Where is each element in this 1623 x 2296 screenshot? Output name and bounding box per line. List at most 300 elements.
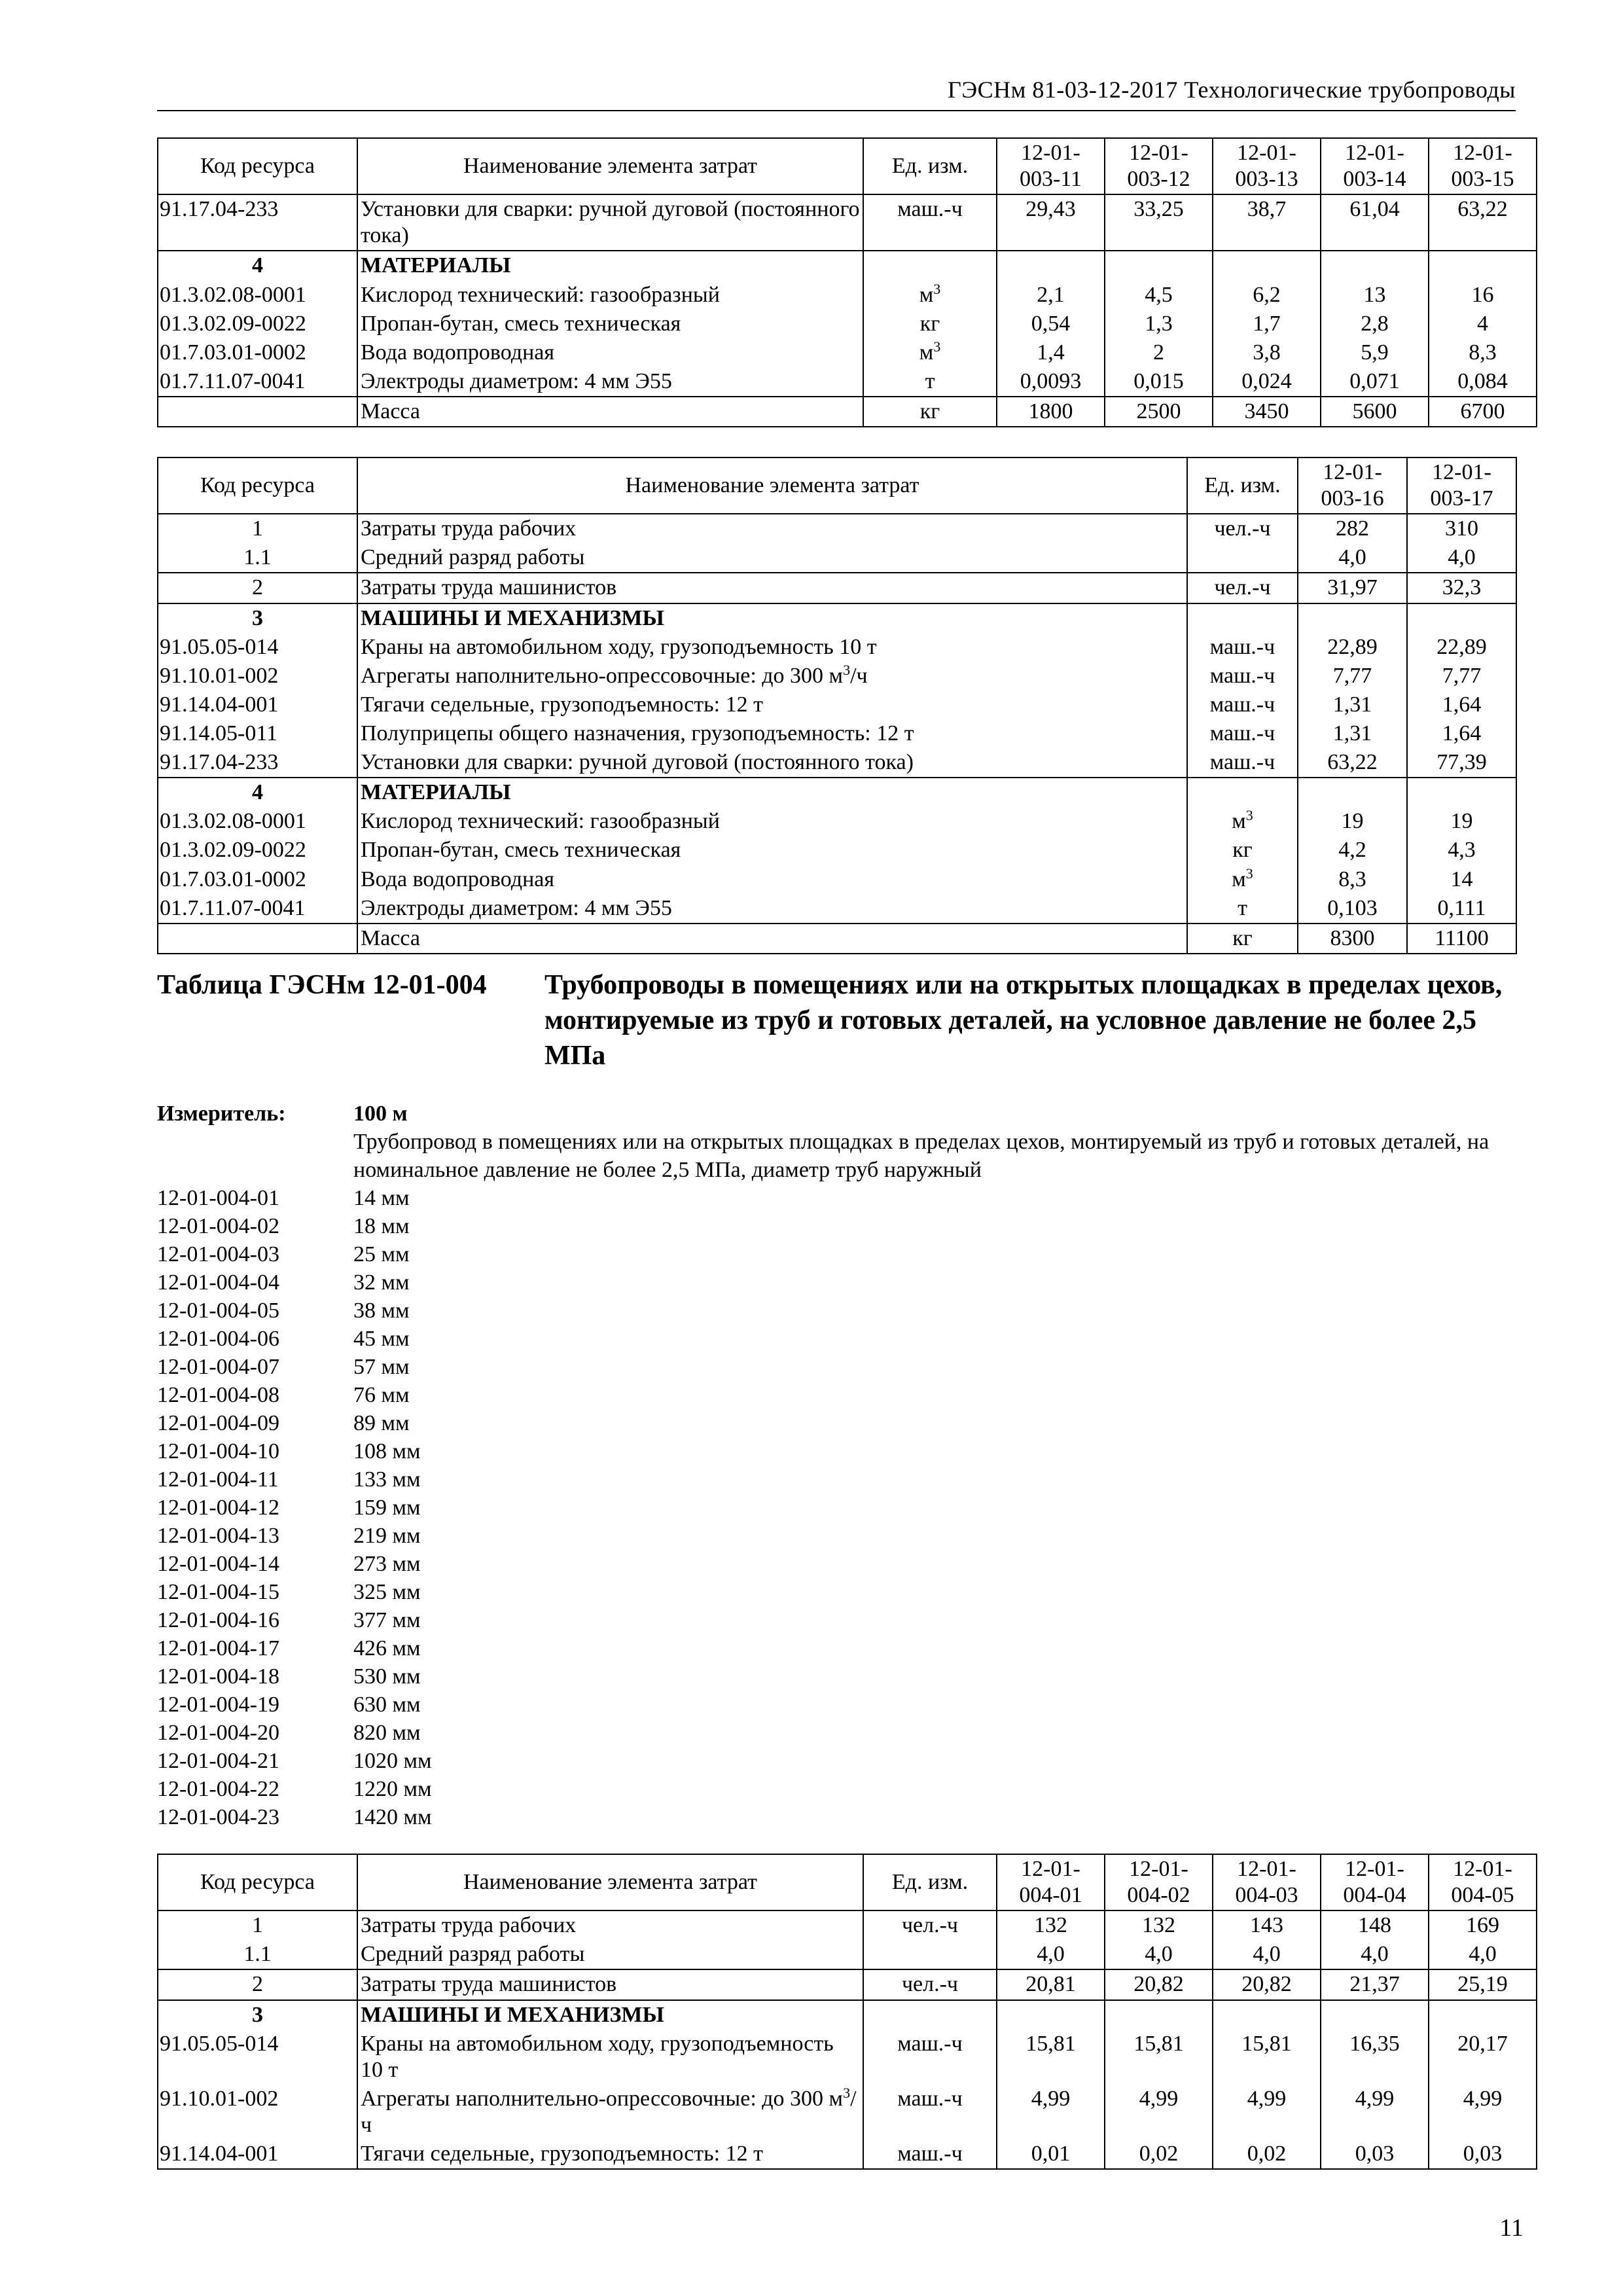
resource-code: 1.1 — [243, 545, 272, 570]
table-row — [158, 1940, 1537, 1969]
unit-cell — [863, 367, 997, 397]
table-row — [158, 691, 1516, 719]
section-row — [158, 603, 1516, 633]
table-row — [158, 573, 1516, 603]
value-cell: 0,03 — [1321, 2140, 1429, 2169]
resource-code-cell — [158, 514, 357, 543]
resource-code-cell — [158, 719, 357, 748]
resource-code-cell — [158, 251, 357, 280]
unit-cell — [863, 251, 997, 280]
meter-item-code: 12-01-004-17 — [157, 1636, 279, 1660]
unit-label: маш.-ч — [897, 2086, 963, 2111]
unit-cell — [1187, 543, 1298, 573]
meter-item-code: 12-01-004-03 — [157, 1242, 279, 1266]
column-header-line: 004-05 — [1451, 1883, 1514, 1908]
column-header-line: 12-01- — [1453, 1857, 1512, 1881]
resource-code: 91.17.04-233 — [160, 750, 279, 775]
resource-table-004-01-05 — [157, 1854, 1537, 2170]
value-cell: 4,0 — [1105, 1940, 1213, 1969]
value-cell: 15,81 — [997, 2030, 1105, 2085]
unit-cell — [863, 1940, 997, 1969]
value-cell: 0,015 — [1105, 367, 1213, 397]
column-header-line: 12-01- — [1021, 141, 1080, 165]
header-row — [158, 138, 1537, 194]
cost-element-name-cell — [357, 691, 1187, 719]
value-cell: 2 — [1105, 338, 1213, 367]
meter-item-code: 12-01-004-16 — [157, 1608, 279, 1632]
value-cell: 14 — [1407, 865, 1516, 894]
resource-code: 01.7.03.01-0002 — [160, 340, 306, 365]
value-cell: 2500 — [1105, 397, 1213, 427]
value-cell: 22,89 — [1407, 633, 1516, 662]
unit-column-header — [1187, 457, 1298, 514]
meter-item-code: 12-01-004-23 — [157, 1805, 279, 1829]
unit-cell — [1187, 573, 1298, 603]
column-header-line: 003-12 — [1127, 167, 1190, 192]
meter-item-code: 12-01-004-05 — [157, 1299, 279, 1323]
table-row — [158, 748, 1516, 778]
value-cell: 4,99 — [1429, 2085, 1537, 2140]
column-header-line: 003-11 — [1019, 167, 1082, 192]
estimate-column-header — [1298, 457, 1407, 514]
resource-code-cell — [158, 778, 357, 807]
cost-element-name: Электроды диаметром: 4 мм Э55 — [361, 368, 672, 393]
cost-element-name-cell — [357, 894, 1187, 924]
cost-element-name-cell — [357, 719, 1187, 748]
cost-element-name-cell — [357, 310, 863, 338]
resource-code-cell — [158, 281, 357, 310]
unit-cell — [863, 2085, 997, 2140]
value-cell: 21,37 — [1321, 1969, 1429, 2000]
meter-item-code: 12-01-004-18 — [157, 1664, 279, 1689]
value-cell: 0,084 — [1429, 367, 1537, 397]
unit-cell — [1187, 807, 1298, 836]
table-row — [158, 2030, 1537, 2085]
resource-code: 91.17.04-233 — [160, 197, 279, 222]
meter-item-value: 76 мм — [353, 1383, 410, 1407]
value-cell: 2,8 — [1321, 310, 1429, 338]
estimate-column-header — [997, 138, 1105, 194]
cost-element-name: Электроды диаметром: 4 мм Э55 — [361, 895, 672, 920]
resource-code: 01.7.11.07-0041 — [160, 895, 306, 920]
meter-item-value: 38 мм — [353, 1299, 410, 1323]
resource-code: 01.7.03.01-0002 — [160, 867, 306, 891]
value-cell: 16,35 — [1321, 2030, 1429, 2085]
value-cell: 1,7 — [1213, 310, 1321, 338]
cost-element-name: Затраты труда рабочих — [361, 516, 577, 541]
code-column-header — [158, 138, 357, 194]
table-row — [158, 281, 1537, 310]
value-cell: 132 — [1105, 1910, 1213, 1940]
resource-code: 01.3.02.09-0022 — [160, 311, 306, 336]
meter-item-value: 133 мм — [353, 1467, 421, 1492]
meter-item-code: 12-01-004-10 — [157, 1439, 279, 1463]
value-cell: 0,02 — [1213, 2140, 1321, 2169]
cost-element-name-cell — [357, 778, 1187, 807]
cost-element-name-cell — [357, 633, 1187, 662]
value-cell: 8,3 — [1429, 338, 1537, 367]
cost-element-name-cell — [357, 1969, 863, 2000]
value-cell: 310 — [1407, 514, 1516, 543]
estimate-column-header — [1429, 1854, 1537, 1910]
column-header-line: 003-13 — [1235, 167, 1298, 192]
table-body — [158, 194, 1537, 427]
estimate-column-header — [1105, 138, 1213, 194]
value-cell: 4,5 — [1105, 281, 1213, 310]
column-header-line: 003-17 — [1430, 486, 1493, 511]
unit-cell — [1187, 691, 1298, 719]
value-cell: 4,3 — [1407, 836, 1516, 865]
unit-cell — [863, 2030, 997, 2085]
meter-item-value: 219 мм — [353, 1524, 421, 1548]
value-cell — [997, 251, 1105, 280]
value-cell: 169 — [1429, 1910, 1537, 1940]
column-header-label: Наименование элемента затрат — [463, 154, 757, 179]
column-header-line: 12-01- — [1021, 1857, 1080, 1881]
value-cell: 11100 — [1407, 924, 1516, 954]
meter-item-code: 12-01-004-06 — [157, 1327, 279, 1351]
cost-element-name: Агрегаты наполнительно-опрессовочные: до 300 м — [361, 2086, 844, 2111]
code-column-header — [158, 1854, 357, 1910]
value-cell: 19 — [1407, 807, 1516, 836]
unit-column-header — [863, 1854, 997, 1910]
cost-element-name-cell — [357, 573, 1187, 603]
unit-cell — [863, 2140, 997, 2169]
value-cell — [1105, 2000, 1213, 2030]
unit-label: т — [925, 368, 935, 393]
meter-item-value: 1220 мм — [353, 1777, 432, 1801]
value-cell: 1,4 — [997, 338, 1105, 367]
estimate-column-header — [997, 1854, 1105, 1910]
cost-element-name-cell — [357, 1910, 863, 1940]
cost-element-name-cell — [357, 367, 863, 397]
section-row — [158, 2000, 1537, 2030]
cost-element-name: Установки для сварки: ручной дуговой (постоянного тока) — [361, 750, 914, 775]
unit-cell — [863, 1910, 997, 1940]
estimate-column-header — [1321, 138, 1429, 194]
resource-code-cell — [158, 543, 357, 573]
table-row — [158, 397, 1537, 427]
cost-element-name: Тягачи седельные, грузоподъемность: 12 т — [361, 692, 763, 717]
value-cell — [1321, 2000, 1429, 2030]
meter-item-value: 14 мм — [353, 1186, 410, 1210]
resource-code-cell — [158, 865, 357, 894]
value-cell: 20,81 — [997, 1969, 1105, 2000]
column-header-label: Наименование элемента затрат — [463, 1870, 757, 1895]
superscript: 3 — [843, 2084, 851, 2101]
column-header-line: 12-01- — [1453, 141, 1512, 165]
table-row — [158, 514, 1516, 543]
unit-label: чел.-ч — [901, 1913, 959, 1938]
resource-code-cell — [158, 748, 357, 778]
column-header-label: Ед. изм. — [891, 154, 969, 179]
cost-element-name-cell — [357, 865, 1187, 894]
cost-element-name-cell — [357, 251, 863, 280]
value-cell: 20,82 — [1105, 1969, 1213, 2000]
cost-element-name: Агрегаты наполнительно-опрессовочные: до 300 м — [361, 663, 844, 688]
code-column-header — [158, 457, 357, 514]
cost-element-name: Краны на автомобильном ходу, грузоподъемность 10 т — [361, 634, 877, 659]
value-cell: 3450 — [1213, 397, 1321, 427]
cost-element-name: Полуприцепы общего назначения, грузоподъемность: 12 т — [361, 721, 914, 745]
value-cell: 6,2 — [1213, 281, 1321, 310]
page-header — [157, 73, 1516, 111]
value-cell: 143 — [1213, 1910, 1321, 1940]
table-body — [158, 514, 1516, 954]
resource-code: 01.3.02.08-0001 — [160, 809, 306, 834]
cost-element-name: Затраты труда машинистов — [361, 1972, 617, 1997]
value-cell: 0,01 — [997, 2140, 1105, 2169]
value-cell: 1,31 — [1298, 719, 1407, 748]
meter-item-code: 12-01-004-15 — [157, 1580, 279, 1604]
resource-code-cell — [158, 310, 357, 338]
meter-item-value: 159 мм — [353, 1496, 421, 1520]
unit-cell — [863, 338, 997, 367]
value-cell: 63,22 — [1298, 748, 1407, 778]
meter-item-value: 426 мм — [353, 1636, 421, 1660]
resource-table-003-16-17 — [157, 457, 1517, 954]
value-cell: 2,1 — [997, 281, 1105, 310]
value-cell: 0,03 — [1429, 2140, 1537, 2169]
meter-item-code: 12-01-004-14 — [157, 1552, 279, 1576]
meter-item-code: 12-01-004-04 — [157, 1270, 279, 1295]
value-cell: 282 — [1298, 514, 1407, 543]
value-cell: 4,99 — [1105, 2085, 1213, 2140]
meter-item-value: 25 мм — [353, 1242, 410, 1266]
meter-item-code: 12-01-004-11 — [157, 1467, 279, 1492]
unit-cell — [1187, 924, 1298, 954]
cost-element-name-tail: /ч — [361, 2086, 857, 2137]
resource-code: 2 — [252, 1972, 263, 1997]
meter-value: 100 м — [353, 1102, 408, 1126]
resource-code-cell — [158, 691, 357, 719]
column-header-label: Ед. изм. — [891, 1870, 969, 1895]
value-cell: 0,024 — [1213, 367, 1321, 397]
value-cell: 16 — [1429, 281, 1537, 310]
unit-label: чел.-ч — [1214, 516, 1271, 541]
superscript: 3 — [933, 280, 941, 297]
resource-code-cell — [158, 836, 357, 865]
meter-item-code: 12-01-004-01 — [157, 1186, 279, 1210]
meter-description: Трубопровод в помещениях или на открытых площадках в пределах цехов, монтируемый из труб и готовых деталей, на номинальное давление не более 2,5 МПа, диаметр труб наружный — [353, 1130, 1489, 1182]
column-header-line: 12-01- — [1432, 460, 1491, 484]
resource-code-cell — [158, 662, 357, 691]
unit-label: маш.-ч — [1209, 692, 1275, 717]
value-cell: 4,99 — [1321, 2085, 1429, 2140]
column-header-line: 12-01- — [1323, 460, 1382, 484]
meter-item-code: 12-01-004-12 — [157, 1496, 279, 1520]
cost-element-name-cell — [357, 2085, 863, 2140]
unit-cell — [1187, 894, 1298, 924]
cost-element-name: МАТЕРИАЛЫ — [361, 780, 511, 805]
cost-element-name: Краны на автомобильном ходу, грузоподъемность 10 т — [361, 2031, 834, 2082]
resource-code-cell — [158, 894, 357, 924]
unit-label: маш.-ч — [897, 2031, 963, 2056]
value-cell: 4,0 — [1213, 1940, 1321, 1969]
unit-label: кг — [1232, 925, 1253, 950]
column-header-line: 12-01- — [1237, 1857, 1296, 1881]
meter-item-code: 12-01-004-21 — [157, 1749, 279, 1773]
estimate-column-header — [1213, 1854, 1321, 1910]
cost-element-name-cell — [357, 748, 1187, 778]
column-header-label: Код ресурса — [200, 473, 315, 498]
table-row — [158, 194, 1537, 251]
column-header-line: 12-01- — [1129, 141, 1188, 165]
resource-code-cell — [158, 1940, 357, 1969]
table-row — [158, 894, 1516, 924]
meter-item-code: 12-01-004-22 — [157, 1777, 279, 1801]
value-cell: 32,3 — [1407, 573, 1516, 603]
value-cell — [1105, 251, 1213, 280]
meter-item-code: 12-01-004-09 — [157, 1411, 279, 1435]
value-cell — [1429, 2000, 1537, 2030]
value-cell: 29,43 — [997, 194, 1105, 251]
value-cell: 63,22 — [1429, 194, 1537, 251]
value-cell: 22,89 — [1298, 633, 1407, 662]
resource-code: 91.14.05-011 — [160, 721, 278, 745]
cost-element-name: Средний разряд работы — [361, 1942, 585, 1967]
value-cell: 4,0 — [1429, 1940, 1537, 1969]
estimate-column-header — [1407, 457, 1516, 514]
value-cell — [997, 2000, 1105, 2030]
unit-cell — [863, 310, 997, 338]
value-cell: 31,97 — [1298, 573, 1407, 603]
value-cell — [1407, 603, 1516, 633]
cost-element-name: Средний разряд работы — [361, 545, 585, 570]
estimate-column-header — [1321, 1854, 1429, 1910]
table-row — [158, 924, 1516, 954]
resource-code-cell — [158, 2140, 357, 2169]
cost-element-name-cell — [357, 397, 863, 427]
cost-element-name-cell — [357, 1940, 863, 1969]
header-row — [158, 457, 1516, 514]
header-row — [158, 1854, 1537, 1910]
meter-item-value: 18 мм — [353, 1214, 410, 1238]
unit-label: маш.-ч — [1209, 721, 1275, 745]
table-row — [158, 543, 1516, 573]
resource-code: 91.05.05-014 — [160, 2031, 279, 2056]
value-cell — [1213, 251, 1321, 280]
value-cell: 4,0 — [1321, 1940, 1429, 1969]
unit-cell — [1187, 514, 1298, 543]
value-cell: 148 — [1321, 1910, 1429, 1940]
table-header — [158, 1854, 1537, 1910]
meter-item-value: 45 мм — [353, 1327, 410, 1351]
value-cell — [1321, 251, 1429, 280]
unit-cell — [1187, 603, 1298, 633]
cost-element-name: Установки для сварки: ручной дуговой (постоянного тока) — [361, 197, 860, 248]
cost-element-name-cell — [357, 603, 1187, 633]
table-row — [158, 367, 1537, 397]
cost-element-name: Затраты труда рабочих — [361, 1913, 577, 1938]
meter-item-code: 12-01-004-08 — [157, 1383, 279, 1407]
resource-code-cell — [158, 367, 357, 397]
value-cell: 20,82 — [1213, 1969, 1321, 2000]
unit-label: маш.-ч — [1209, 634, 1275, 659]
value-cell: 4,0 — [997, 1940, 1105, 1969]
resource-code-cell — [158, 603, 357, 633]
column-header-line: 12-01- — [1129, 1857, 1188, 1881]
meter-item-value: 630 мм — [353, 1693, 421, 1717]
meter-item-value: 820 мм — [353, 1721, 421, 1745]
value-cell: 1800 — [997, 397, 1105, 427]
resource-code-cell — [158, 194, 357, 251]
meter-item-value: 325 мм — [353, 1580, 421, 1604]
meter-item-code: 12-01-004-02 — [157, 1214, 279, 1238]
value-cell: 4,0 — [1298, 543, 1407, 573]
resource-code-cell — [158, 1969, 357, 2000]
value-cell: 38,7 — [1213, 194, 1321, 251]
meter-item-value: 108 мм — [353, 1439, 421, 1463]
value-cell: 0,0093 — [997, 367, 1105, 397]
resource-table-003-11-15 — [157, 137, 1537, 427]
superscript: 3 — [1245, 865, 1253, 882]
unit-label: м — [919, 282, 934, 307]
resource-code-cell — [158, 2000, 357, 2030]
value-cell: 4,2 — [1298, 836, 1407, 865]
cost-element-name-cell — [357, 807, 1187, 836]
unit-column-header — [863, 138, 997, 194]
resource-code: 91.14.04-001 — [160, 2142, 279, 2166]
value-cell: 8300 — [1298, 924, 1407, 954]
column-header-line: 12-01- — [1237, 141, 1296, 165]
unit-label: т — [1238, 895, 1247, 920]
value-cell: 13 — [1321, 281, 1429, 310]
meter-item-value: 530 мм — [353, 1664, 421, 1689]
cost-element-name-cell — [357, 662, 1187, 691]
cost-element-name: МАТЕРИАЛЫ — [361, 253, 511, 278]
value-cell: 3,8 — [1213, 338, 1321, 367]
resource-code: 1 — [252, 516, 263, 541]
cost-element-name-cell — [357, 194, 863, 251]
unit-cell — [863, 397, 997, 427]
table-row — [158, 633, 1516, 662]
column-header-line: 004-01 — [1019, 1883, 1082, 1908]
column-header-label: Ед. изм. — [1204, 473, 1281, 498]
name-column-header — [357, 1854, 863, 1910]
cost-element-name-cell — [357, 514, 1187, 543]
column-header-line: 003-16 — [1321, 486, 1384, 511]
table-row — [158, 836, 1516, 865]
resource-code: 1.1 — [243, 1942, 272, 1967]
unit-cell — [863, 194, 997, 251]
table-row — [158, 2140, 1537, 2169]
resource-code-cell — [158, 573, 357, 603]
table-row — [158, 338, 1537, 367]
estimate-column-header — [1213, 138, 1321, 194]
unit-cell — [863, 281, 997, 310]
cost-element-name: Пропан-бутан, смесь техническая — [361, 838, 681, 863]
resource-code-cell — [158, 807, 357, 836]
column-header-line: 004-04 — [1343, 1883, 1406, 1908]
unit-label: маш.-ч — [1209, 663, 1275, 688]
value-cell: 0,02 — [1105, 2140, 1213, 2169]
resource-code: 91.05.05-014 — [160, 634, 279, 659]
value-cell: 0,103 — [1298, 894, 1407, 924]
resource-code-cell — [158, 1910, 357, 1940]
estimate-column-header — [1105, 1854, 1213, 1910]
value-cell: 1,3 — [1105, 310, 1213, 338]
resource-code: 1 — [252, 1913, 263, 1938]
resource-code-cell — [158, 633, 357, 662]
value-cell: 25,19 — [1429, 1969, 1537, 2000]
unit-label: маш.-ч — [897, 2142, 963, 2166]
meter-item-value: 1420 мм — [353, 1805, 432, 1829]
table-row — [158, 1910, 1537, 1940]
cost-element-name: Пропан-бутан, смесь техническая — [361, 311, 681, 336]
cost-element-name: МАШИНЫ И МЕХАНИЗМЫ — [361, 605, 664, 630]
meter-item-value: 57 мм — [353, 1355, 410, 1379]
